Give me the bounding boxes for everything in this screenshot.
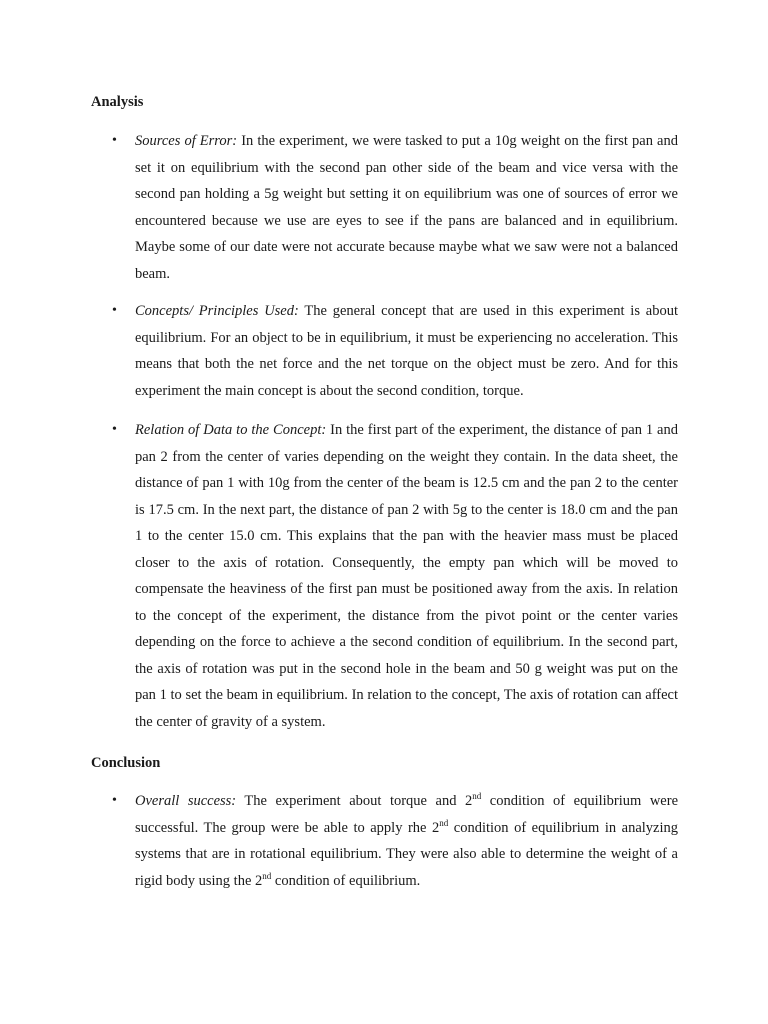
- bullet-item-sources-of-error: [112, 128, 678, 287]
- item-text-part: condition of equilibrium were successful. The group were be able to apply rhe 2: [135, 793, 679, 836]
- analysis-heading: Analysis: [91, 94, 144, 110]
- item-label: Concepts/ Principles Used:: [135, 303, 299, 319]
- item-text-part: condition of equilibrium in analyzing systems that are in rotational equilibrium. They were also able to determine the weight of a rigid body using the 2: [135, 819, 679, 889]
- bullet-item-relation-of-data: [112, 417, 678, 735]
- bullet-icon: •: [112, 133, 117, 148]
- item-label: Overall success:: [135, 793, 237, 809]
- ordinal-superscript: nd: [439, 817, 449, 828]
- ordinal-superscript: nd: [472, 791, 482, 801]
- item-text: In the first part of the experiment, the distance of pan 1 and pan 2 from the center of varies depending on the weight they contain. In the data sheet, the distance of pan 1 with 10g from the center of the beam is 12.5 cm and the pan 2 to the center is 17.5 cm. In the next part, the distance of pan 2 with 5g to the center is 18.0 cm and the pan 1 to the center 15.0 cm. This explains that the pan with the heavier mass must be placed closer to the axis of rotation. Consequently, the empty pan which will be moved to compensate the heaviness of the first pan must be positioned away from the axis. In relation to the concept of the experiment, the distance from the pivot point or the center varies depending on the force to achieve a the second condition of equilibrium. In the second part, the axis of rotation was put in the second hole in the beam and 50 g weight was put on the pan 1 to set the beam in equilibrium. In relation to the concept, The axis of rotation can affect the center of gravity of a system.: [135, 422, 678, 730]
- item-text: The general concept that are used in this experiment is about equilibrium. For an object to be in equilibrium, it must be experiencing no acceleration. This means that both the net force and the net torque on the object must be zero. And for this experiment the main concept is about the second condition, torque.: [135, 303, 678, 399]
- item-label: Sources of Error:: [135, 133, 238, 149]
- bullet-item-overall-success: [112, 788, 679, 894]
- item-text: In the experiment, we were tasked to put a 10g weight on the first pan and set it on equilibrium with the second pan other side of the beam and vice versa with the second pan holding a 5g weight but setting it on equilibrium was one of sources of error we encountered because we use are eyes to see if the pans are balanced and in equilibrium. Maybe some of our date were not accurate because maybe what we saw were not a balanced beam.: [135, 133, 678, 282]
- item-label: Relation of Data to the Concept:: [135, 422, 327, 438]
- bullet-icon: •: [112, 303, 117, 318]
- item-text-part: The experiment about torque and 2: [236, 793, 473, 809]
- bullet-icon: •: [112, 422, 117, 437]
- bullet-item-concepts: [112, 298, 678, 404]
- ordinal-superscript: nd: [262, 870, 272, 881]
- item-text-part: condition of equilibrium.: [271, 872, 421, 889]
- bullet-icon: •: [112, 793, 117, 808]
- conclusion-heading: Conclusion: [91, 755, 161, 771]
